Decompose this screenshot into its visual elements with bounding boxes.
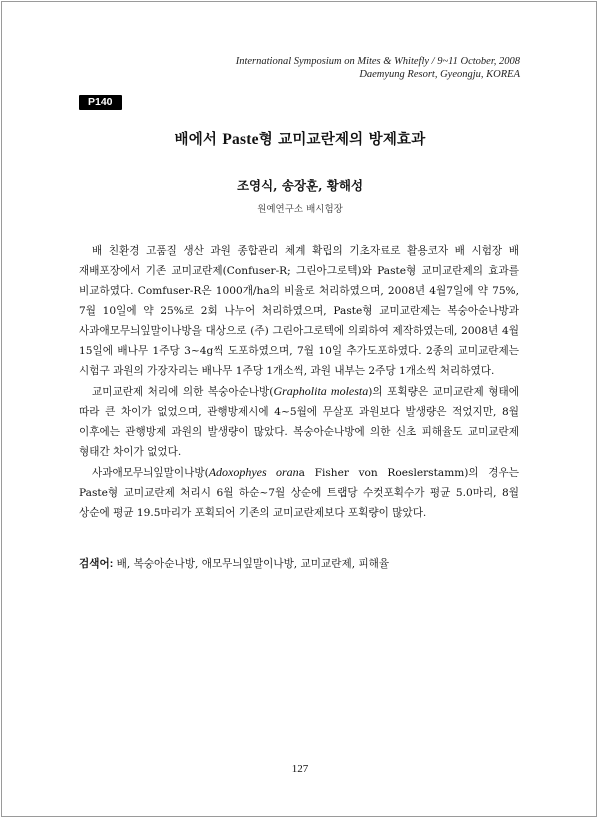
- keywords-label: 검색어:: [79, 558, 114, 570]
- p3-after: a Fisher von Roeslerstamm)의 경우는 Paste형 교미교란제 처리시 6월 하순~7월 상순에 트랩당 수컷포획수가 평균 5.0마리, 8월 상순에 평균 19.5마리가 포획되어 기존의 교미교란제보다 포획량이 많았다.: [79, 467, 519, 519]
- poster-badge: P140: [79, 95, 122, 110]
- authors: 조영식, 송장훈, 황해성: [236, 178, 364, 193]
- page-number: 127: [291, 763, 309, 775]
- paper-title: [0, 130, 600, 150]
- p2-before: 교미교란제 처리에 의한 복숭아순나방(: [92, 386, 274, 398]
- p3-species: Adoxophyes oran: [208, 465, 299, 479]
- p3-before: 사과애모무늬잎말이나방(: [92, 467, 209, 479]
- abstract: [79, 241, 519, 523]
- affiliation: 원예연구소 배시험장: [257, 204, 343, 215]
- keywords-values: 배, 복숭아순나방, 애모무늬잎말이나방, 교미교란제, 피해율: [113, 558, 390, 570]
- conference-line: International Symposium on Mites & Whitefly / 9~11 October, 2008: [235, 56, 520, 67]
- conference-header: [236, 55, 520, 81]
- keywords: [79, 556, 519, 573]
- p2-species: Grapholita molesta: [273, 384, 369, 398]
- venue-line: Daemyung Resort, Gyeongju, KOREA: [359, 69, 520, 80]
- abstract-paragraph-2: [79, 381, 519, 462]
- title-prefix: 배에서: [174, 131, 223, 148]
- abstract-paragraph-1: 배 친환경 고품질 생산 과원 종합관리 체계 확립의 기초자료로 활용코자 배 시험장 배 재배포장에서 기존 교미교란제(Confuser-R; 그린아그로텍)와 Paste형 교미교란제의 효과를 비교하였다. Comfuser-R은 1000개/ha의 비율로 처리하였으며, 2008년 4월7일에 약 75%, 7월 10일에 약 25%로 2회 나누어 처리하였으며, Paste형 교미교란제는 복숭아순나방과 사과애모무늬잎말이나방을 대상으로 (주) 그린아그로텍에 의뢰하여 제작하였는데, 2008년 4월 15일에 배나무 1주당 3~4g씩 도포하였으며, 7월 10일 추가도포하였다. 2종의 교미교란제는 시험구 과원의 가장자리는 배나무 1주당 1개소씩, 과원 내부는 2주당 1개소씩 처리하였다.: [79, 245, 519, 377]
- p2-after: )의 포획량은 교미교란제 형태에 따라 큰 차이가 없었으며, 관행방제시에 4~5월에 무살포 과원보다 발생량은 적었지만, 8월 이후에는 관행방제 과원의 발생량이 많았다. 복숭아순나방에 의한 신초 피해율도 교미교란제 형태간 차이가 없었다.: [79, 386, 519, 458]
- title-suffix: 형 교미교란제의 방제효과: [258, 131, 426, 148]
- title-latin: Paste: [222, 131, 259, 148]
- abstract-paragraph-3: [79, 462, 519, 523]
